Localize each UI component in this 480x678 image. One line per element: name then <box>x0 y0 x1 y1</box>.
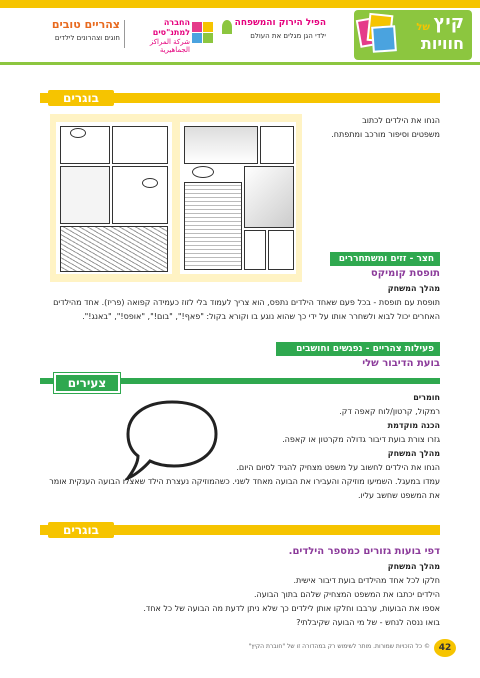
section2-badge <box>54 373 120 393</box>
section2-materials-label: חומרים <box>413 393 440 402</box>
section2-procedure-line1: הנחו את הילדים לחשוב על משפט מצחיק להגיד לסיום היום. <box>236 463 440 472</box>
section3-badge <box>48 522 114 538</box>
comic-page-left <box>56 122 172 274</box>
section2-materials-text: רמקול, קרטון/לוח קאפה דק. <box>339 407 440 416</box>
section1-intro-line1: הנחו את הילדים לכתוב <box>362 116 440 125</box>
section1-activity-title: תופסת קומיקס <box>370 268 440 279</box>
section1-intro-line2: משפטים וסיפור מורכב ומתפתח. <box>331 130 440 139</box>
matnasim-logo-icon <box>192 22 214 44</box>
partner-logo-matnasim <box>130 14 218 54</box>
partner-tsohorayim-title: צהריים טובים <box>51 18 120 31</box>
partner-logo-family <box>222 16 326 52</box>
page-number: 42 <box>434 639 456 657</box>
brand-title-line1: קיץ <box>433 12 464 33</box>
section1-activity-bar <box>330 252 440 266</box>
section2-activity-bar-label: פעילות צהריים - נפגשים וחושבים <box>296 344 434 354</box>
section3-line1: חלקו לכל אחד מהילדים בועת דיבור אישית. <box>293 576 440 585</box>
partner-logo-tsohorayim <box>24 18 120 52</box>
section1-procedure-label: מהלך המשחק <box>387 284 440 293</box>
section1-procedure-text: תופסת עם תופסת - בכל פעם שאחד הילדים נתפס, הוא צריך לעמוד בלי לזוז כעמידה קפואה (פריז). אחד מהילדים האחרים יכול לבוא ולשחרר אותו על ידי כך שהוא נוגע בו וקורא בקול: "פאף!", "בום!", "אופס!", "באנג!". <box>53 298 440 321</box>
section2-prep-label: הכנה מוקדמת <box>387 421 440 430</box>
partner-family-sub: ילדי הגן מגלים את העולם <box>250 32 326 40</box>
header-top-bar <box>0 0 480 8</box>
section2-activity-title: בועת הדיבור שלי <box>362 358 440 369</box>
section1-activity-bar-label: חצר - זזים ומשתחררים <box>338 254 434 264</box>
section2-procedure-line2: עמדו במעגל. השמיעו מוזיקה והעבירו את הבועה מאחד לשני. כשהמוזיקה נעצרת הילד שאצלו הבועה הענקית אומר את המשפט שחשב עליו. <box>49 477 440 500</box>
partner-family-title: הפיל הירוק והמשפחה <box>234 18 326 28</box>
partner-matnasim-sub: شركة المراكز الجماهيرية <box>149 38 190 54</box>
section1-badge <box>48 90 114 106</box>
section1-badge-label: בוגרים <box>63 91 99 105</box>
section3-badge-label: בוגרים <box>63 523 99 537</box>
brand-logo-photos-icon <box>358 12 394 52</box>
brand-logo <box>354 10 472 60</box>
header-divider <box>0 62 480 65</box>
partner-matnasim-title: החברה למתנ"סים <box>152 18 190 37</box>
comic-template-illustration <box>50 114 302 282</box>
section2-activity-bar <box>276 342 440 356</box>
section2-badge-label: צעירים <box>67 376 107 390</box>
section2-prep-text: גזרו צורת בועת דיבור גדולה מקרטון או קאפה. <box>282 435 440 444</box>
brand-title-line2: של <box>416 22 430 33</box>
partner-tsohorayim-sub: חוגים וצהרונים לילדים <box>54 34 120 42</box>
header-separator <box>124 20 125 48</box>
section3-line3: אספו את הבועות, ערבבו וחלקו אותן לילדים כך שלא ניתן לדעת מה הבועה של כל אחד. <box>143 604 440 613</box>
section2-procedure-label: מהלך המשחק <box>387 449 440 458</box>
section3-line2: הילדים יכתבו את המשפט המצחיק שלהם בתוך הבועה. <box>253 590 440 599</box>
section3-procedure-label: מהלך המשחק <box>387 562 440 571</box>
family-logo-icon <box>222 20 232 34</box>
comic-page-right <box>180 122 296 274</box>
brand-title-line3: חוויות <box>420 34 464 53</box>
section3-title: דפי בועות גזורים כמספר הילדים. <box>288 546 440 557</box>
footer-credit: © כל הזכויות שמורות. מותר לשימוש רק במהדורה זו של "חוברת הקיץ" <box>248 643 430 650</box>
section3-line4: בואו ננסה לנחש - של מי הבועה שקיבלתי? <box>296 618 440 627</box>
